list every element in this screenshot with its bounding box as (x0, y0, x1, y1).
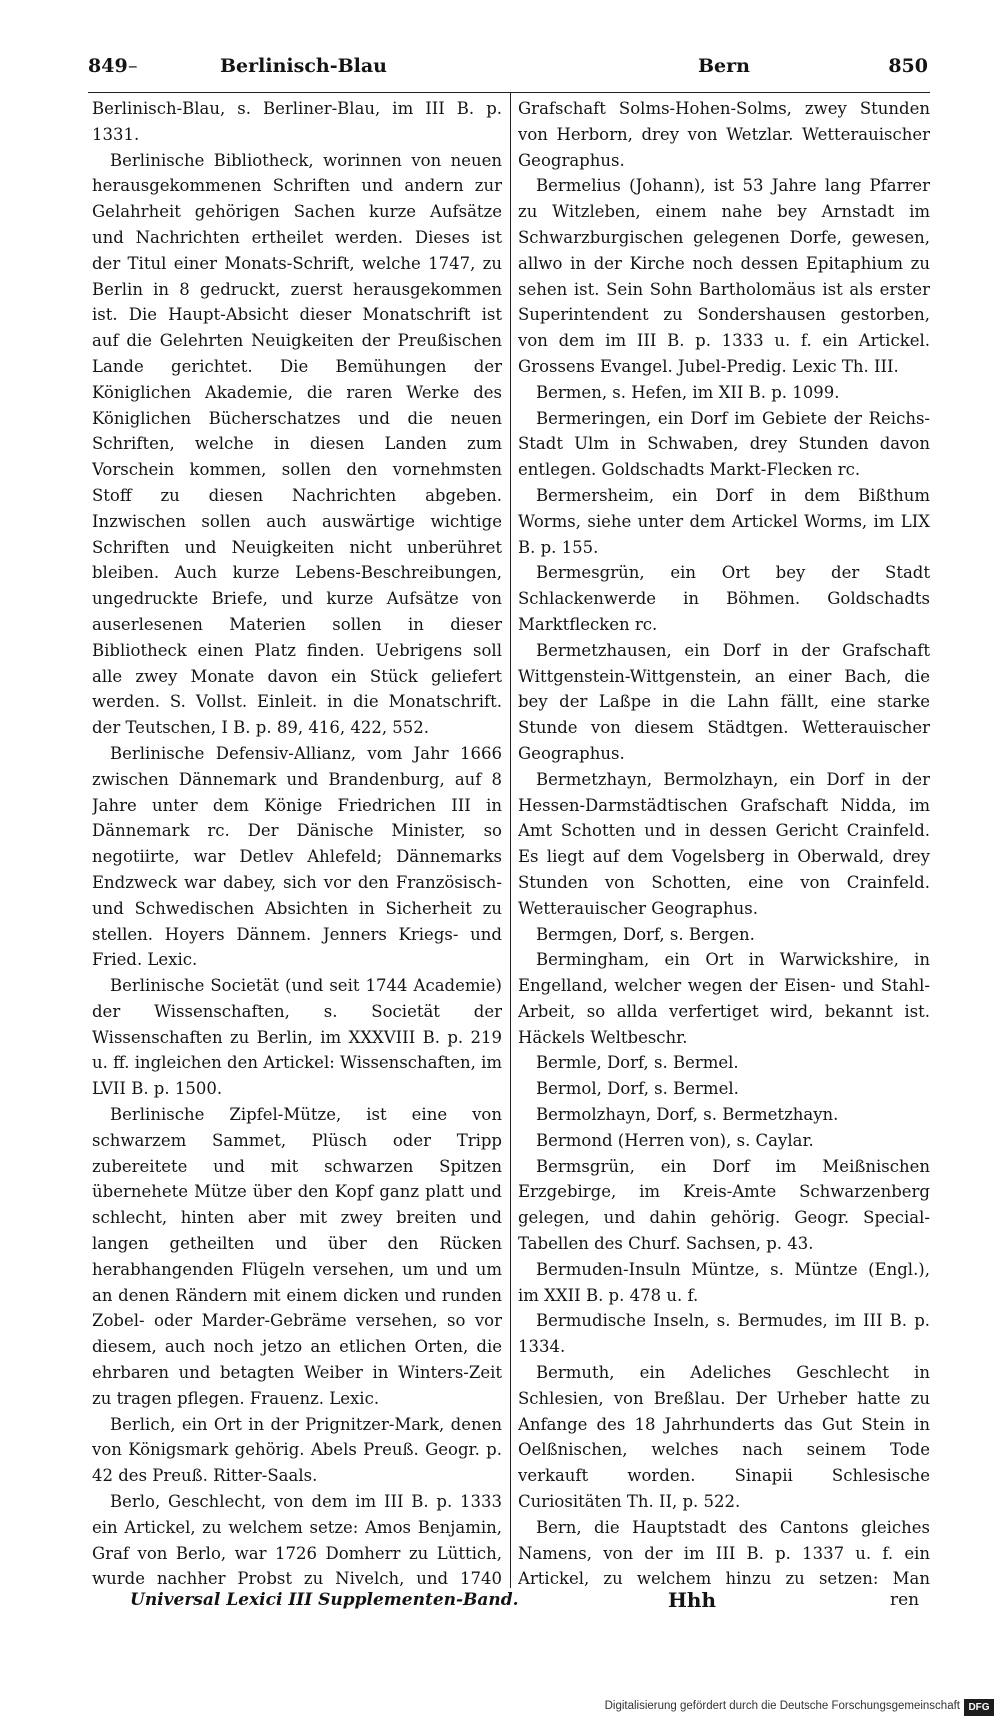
entry-paragraph: Berlinisch-Blau, s. Berliner-Blau, im III B. p. 1331. (92, 99, 502, 144)
entry-paragraph: Bermuden-Insuln Müntze, s. Müntze (Engl.), im XXII B. p. 478 u. f. (518, 1259, 930, 1305)
digitization-bar (0, 1697, 1000, 1719)
entry-paragraph: Bermolzhayn, Dorf, s. Bermetzhayn. (536, 1105, 839, 1125)
footer-catchword: ren (890, 1590, 920, 1610)
entry-paragraph: Berlinische Societät (und seit 1744 Academie) der Wissenschaften, s. Societät der Wissenschaften zu Berlin, im XXXVIII B. p. 219 u. ff. ingleichen den Artickel: Wissenschaften, im LVII B. p. 1500. (92, 976, 502, 1099)
left-catchword: Berlinisch-Blau (220, 55, 387, 77)
entry-paragraph: Bermetzhayn, Bermolzhayn, ein Dorf in der Hessen-Darmstädtischen Grafschaft Nidda, im Amt Schotten und in dessen Gericht Crainfeld. Es liegt auf dem Vogelsberg in Oberwald, drey Stunden von Schotten, eine von Crainfeld. Wetterauischer Geographus. (518, 769, 930, 918)
left-page-number: 849 (88, 55, 128, 77)
right-text-column (518, 96, 930, 1590)
entry-paragraph: Berlich, ein Ort in der Prignitzer-Mark, denen von Königsmark gehörig. Abels Preuß. Geogr. p. 42 des Preuß. Ritter-Saals. (92, 1414, 502, 1486)
digitization-note: Digitalisierung gefördert durch die Deutsche Forschungsgemeinschaft (604, 1700, 960, 1712)
entry-paragraph: Berlinische Zipfel-Mütze, ist eine von schwarzem Sammet, Plüsch oder Tripp zubereitete und mit schwarzen Spitzen übernehete Mütze über den Kopf ganz platt und schlecht, hinten aber mit zwey breiten und langen getheilten und über den Rücken herabhangenden Flügeln versehen, um und um an denen Rändern mit einem dicken und runden Zobel- oder Marder-Gebräme versehen, so vor diesem, auch noch jetzo an etlichen Orten, die ehrbaren und betagten Weiber in Winters-Zeit zu tragen pflegen. Frauenz. Lexic. (92, 1105, 502, 1408)
entry-paragraph: Bermelius (Johann), ist 53 Jahre lang Pfarrer zu Witzleben, einem nahe bey Arnstadt im Schwarzburgischen gelegenen Dorfe, gewesen, allwo in der Kirche noch dessen Epitaphium zu sehen ist. Sein Sohn Bartholomäus ist als erster Superintendent zu Sondershausen gestorben, von dem im III B. p. 1333 u. f. ein Artickel. Grossens Evangel. Jubel-Predig. Lexic Th. III. (518, 176, 930, 376)
running-header (88, 55, 928, 89)
entry-paragraph: Berlinische Bibliotheck, worinnen von neuen herausgekommenen Schriften und andern zur Gelahrheit gehörigen Sachen kurze Aufsätze und Nachrichten ertheilet werden. Dieses ist der Titul einer Monats-Schrift, welche 1747, zu Berlin in 8 gedruckt, zuerst herausgekommen ist. Die Haupt-Absicht dieser Monatschrift ist auf die Gelehrten Neuigkeiten der Preußischen Lande gerichtet. Die Bemühungen der Königlichen Akademie, die raren Werke des Königlichen Bücherschatzes und die neuen Schriften, welche in diesen Landen zum Vorschein kommen, sollen den vornehmsten Stoff zu diesen Nachrichten abgeben. Inzwischen sollen auch auswärtige wichtige Schriften und Neuigkeiten nicht unberühret bleiben. Auch kurze Lebens-Beschreibungen, ungedruckte Briefe, und kurze Aufsätze von auserlesenen Materien sollen in dieser Bibliotheck einen Platz finden. Uebrigens soll alle zwey Monate davon ein Stück geliefert werden. S. Vollst. Einleit. in die Monatschrift. der Teutschen, I B. p. 89, 416, 422, 552. (92, 150, 502, 738)
entry-paragraph: Bermersheim, ein Dorf in dem Bißthum Worms, siehe unter dem Artickel Worms, im LIX B. p. 155. (518, 485, 930, 557)
column-divider (510, 92, 511, 1588)
entry-paragraph: Bermudische Inseln, s. Bermudes, im III B. p. 1334. (518, 1311, 930, 1357)
entry-paragraph: Bermgen, Dorf, s. Bergen. (536, 924, 755, 944)
left-text-column (92, 96, 502, 1590)
entry-paragraph: Bermuth, ein Adeliches Geschlecht in Schlesien, von Breßlau. Der Urheber hatte zu Anfange des 18 Jahrhunderts das Gut Stein in Oelßnischen, welches nach seinem Tode verkauft worden. Sinapii Schlesische Curiositäten Th. II, p. 522. (518, 1363, 930, 1512)
right-catchword: Bern (698, 55, 750, 77)
dfg-logo: DFG (964, 1699, 994, 1716)
entry-paragraph: Bermsgrün, ein Dorf im Meißnischen Erzgebirge, im Kreis-Amte Schwarzenberg gelegen, und dahin gehörig. Geogr. Special-Tabellen des Churf. Sachsen, p. 43. (518, 1156, 930, 1254)
entry-paragraph: Bermesgrün, ein Ort bey der Stadt Schlackenwerde in Böhmen. Goldschadts Marktflecken rc. (518, 563, 930, 634)
header-rule (88, 92, 930, 93)
signature-mark: Hhh (668, 1588, 716, 1612)
entry-paragraph: Berlinische Defensiv-Allianz, vom Jahr 1666 zwischen Dännemark und Brandenburg, auf 8 Jahre unter dem Könige Friedrichen III in Dännemark rc. Der Dänische Minister, so negotiirte, war Detlev Ahlefeld; Dännemarks Endzweck war dabey, sich vor den Französisch- und Schwedischen Absichten in Sicherheit zu stellen. Hoyers Dännem. Jenners Kriegs- und Fried. Lexic. (92, 743, 502, 970)
entry-paragraph: Bermle, Dorf, s. Bermel. (536, 1053, 739, 1073)
header-dash: – (128, 55, 138, 77)
entry-paragraph: Grafschaft Solms-Hohen-Solms, zwey Stunden von Herborn, drey von Wetzlar. Wetterauischer Geographus. (518, 99, 930, 170)
entry-paragraph: Bermen, s. Hefen, im XII B. p. 1099. (536, 382, 840, 402)
footer-volume-title: Universal Lexici III Supplementen-Band. (130, 1590, 519, 1610)
entry-paragraph: Bermingham, ein Ort in Warwickshire, in Engelland, welcher wegen der Eisen- und Stahl-Arbeit, so allda verfertiget wird, bekannt ist. Häckels Weltbeschr. (518, 950, 930, 1047)
right-page-number: 850 (888, 55, 928, 77)
entry-paragraph: Bermetzhausen, ein Dorf in der Grafschaft Wittgenstein-Wittgenstein, an einer Bach, die bey der Laßpe in die Lahn fällt, eine starke Stunde von diesem Städtgen. Wetterauischer Geographus. (518, 640, 930, 763)
entry-paragraph: Bermol, Dorf, s. Bermel. (536, 1079, 739, 1099)
entry-paragraph: Bermond (Herren von), s. Caylar. (536, 1130, 814, 1150)
entry-paragraph: Bermeringen, ein Dorf im Gebiete der Reichs-Stadt Ulm in Schwaben, drey Stunden davon entlegen. Goldschadts Markt-Flecken rc. (518, 408, 930, 480)
entry-paragraph: Berlo, Geschlecht, von dem im III B. p. 1333 ein Artickel, zu welchem setze: Amos Benjamin, Graf von Berlo, war 1726 Domherr zu Lüttich, wurde nachher Probst zu Nivelch, und 1740 (92, 1492, 502, 1589)
entry-paragraph: Bern, die Hauptstadt des Cantons gleiches Namens, von der im III B. p. 1337 u. f. ein Artickel, zu welchem hinzu zu setzen: Man (518, 1517, 930, 1589)
